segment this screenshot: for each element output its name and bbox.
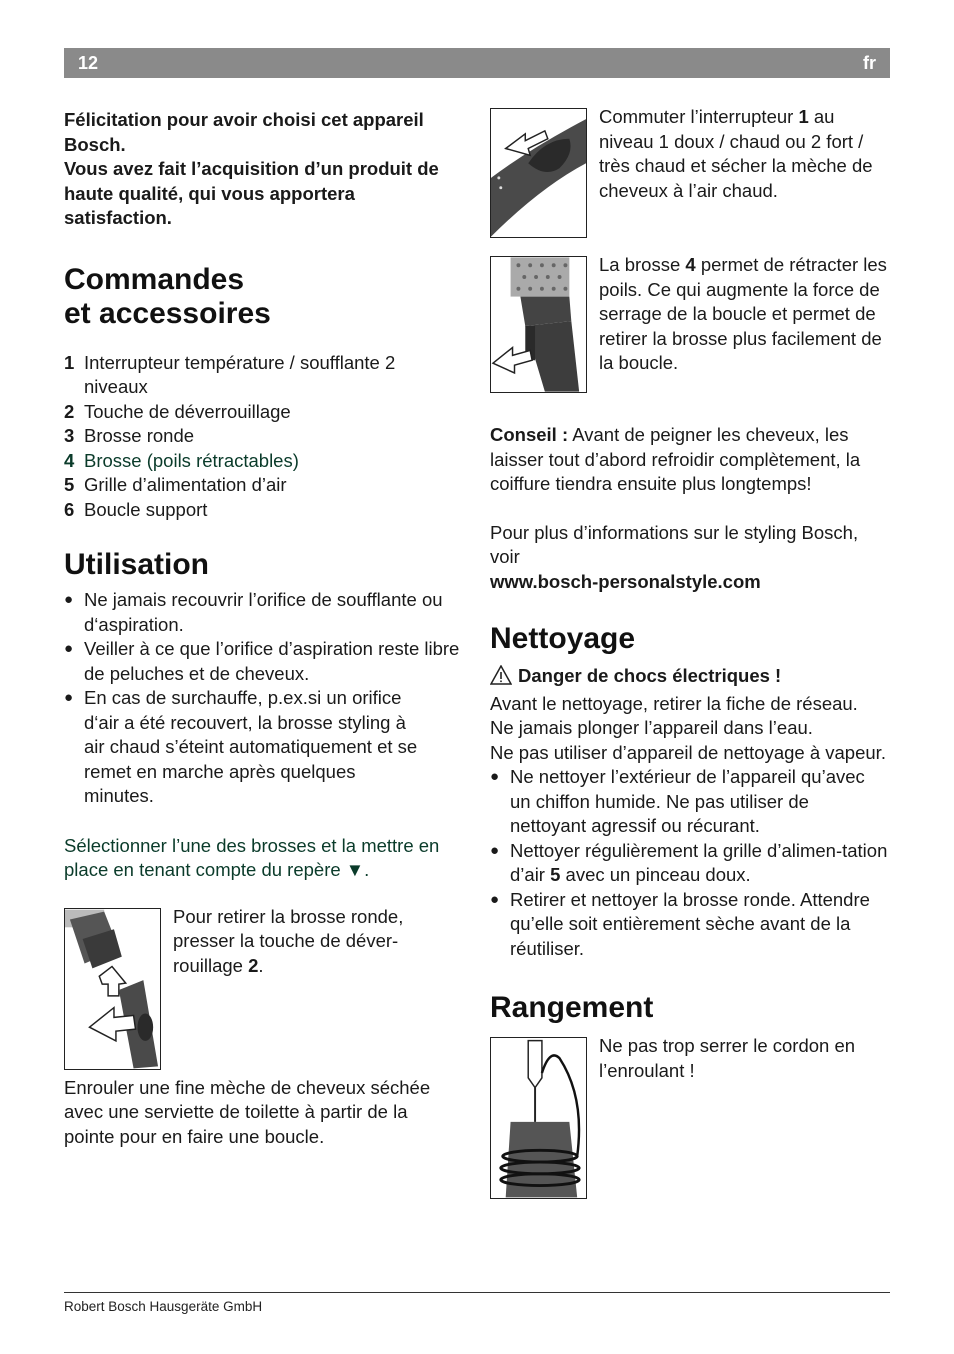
utilisation-heading: Utilisation xyxy=(64,548,210,581)
list-item: 3 Brosse ronde xyxy=(64,425,195,446)
list-item: ● Ne nettoyer l’extérieur de l’appareil qu’avec un chiffon humide. Ne pas utiliser de nettoyant agressif ou récurant. xyxy=(490,766,865,836)
storage-illustration xyxy=(490,1037,587,1199)
footer-divider xyxy=(64,1292,890,1293)
roll-hair-text: Enrouler une fine mèche de cheveux séchée avec une serviette de toilette à partir de la pointe pour en faire une boucle. xyxy=(64,1076,431,1147)
list-item: ● Retirer et nettoyer la brosse ronde. Attendre qu’elle soit entièrement sèche avant de la réutiliser. xyxy=(490,888,870,959)
retract-brush-text: La brosse 4 permet de rétracter les poils. Ce qui augmente la force de serrage de la boucle et permet de retirer la brosse plus facilement de la boucle. xyxy=(599,254,887,373)
switch-text: Commuter l’interrupteur 1 au niveau 1 doux / chaud ou 2 fort / très chaud et sécher la mèche de cheveux à l’air chaud. xyxy=(599,106,873,201)
warning-line: Danger de chocs électriques ! xyxy=(490,664,890,692)
cleaning-line-3: Ne pas utiliser d’appareil de nettoyage à vapeur. xyxy=(490,741,886,763)
select-brush-text: Sélectionner l’une des brosses et la mettre en place en tenant compte du repère ▼. xyxy=(64,834,440,880)
warning-triangle-icon xyxy=(490,665,512,692)
remove-brush-illustration xyxy=(64,908,161,1070)
list-item: ● Nettoyer régulièrement la grille d’alimen-tation d’air 5 avec un pinceau doux. xyxy=(490,839,888,885)
intro-line-2: Vous avez fait l’acquisition d’un produit de haute qualité, qui vous apportera satisfaction. xyxy=(64,158,439,228)
retract-brush-illustration xyxy=(490,256,587,393)
website-link[interactable]: www.bosch-personalstyle.com xyxy=(490,570,761,592)
remove-brush-text: Pour retirer la brosse ronde, presser la touche de déver-rouillage 2. xyxy=(173,905,404,976)
list-item: 2 Touche de déverrouillage xyxy=(64,400,291,422)
list-item: ● Veiller à ce que l’orifice d’aspiration reste libre de peluches et de cheveux. xyxy=(64,638,460,684)
controls-list xyxy=(64,351,460,523)
list-item: ● Ne jamais recouvrir l’orifice de soufflante ou d‘aspiration. xyxy=(64,589,443,635)
page-number: 12 xyxy=(78,53,99,73)
list-item: 5 Grille d’alimentation d’air xyxy=(64,474,287,495)
utilisation-bullets xyxy=(64,588,460,809)
list-item: 1 Interrupteur température / soufflante 2 niveaux xyxy=(64,351,396,397)
nettoyage-heading: Nettoyage xyxy=(490,622,636,655)
rangement-heading: Rangement xyxy=(490,991,654,1024)
list-item: 6 Boucle support xyxy=(64,498,208,520)
cleaning-bullets xyxy=(490,765,890,961)
list-item: ● En cas de surchauffe, p.ex.si un orifice d‘air a été recouvert, la brosse styling à air chaud s’éteint automatiquement et se remet en marche après quelques minutes. xyxy=(64,687,418,806)
info-text: Pour plus d’informations sur le styling Bosch, voir xyxy=(490,521,859,567)
switch-illustration xyxy=(490,108,587,238)
retract-brush-block xyxy=(490,256,890,393)
switch-block xyxy=(490,108,890,238)
list-item: 4 Brosse (poils rétractables) xyxy=(64,449,299,471)
storage-block xyxy=(490,1037,890,1199)
cleaning-line-2: Ne jamais plonger l’appareil dans l’eau. xyxy=(490,717,813,738)
intro-line-1: Félicitation pour avoir choisi cet appareil Bosch. xyxy=(64,109,424,155)
right-column xyxy=(490,108,890,1199)
remove-brush-block xyxy=(64,905,460,1070)
footer-company: Robert Bosch Hausgeräte GmbH xyxy=(64,1299,263,1314)
storage-text: Ne pas trop serrer le cordon en l’enroulant ! xyxy=(599,1035,856,1081)
cleaning-line-1: Avant le nettoyage, retirer la fiche de réseau. xyxy=(490,692,858,714)
page-header xyxy=(64,48,890,78)
left-column xyxy=(64,108,460,1149)
language-code: fr xyxy=(863,53,876,73)
tip-text: Conseil : Avant de peigner les cheveux, les laisser tout d’abord refroidir complètement, la coiffure tiendra ensuite plus longtemps! xyxy=(490,424,861,494)
commandes-heading: Commandes et accessoires xyxy=(64,262,271,330)
